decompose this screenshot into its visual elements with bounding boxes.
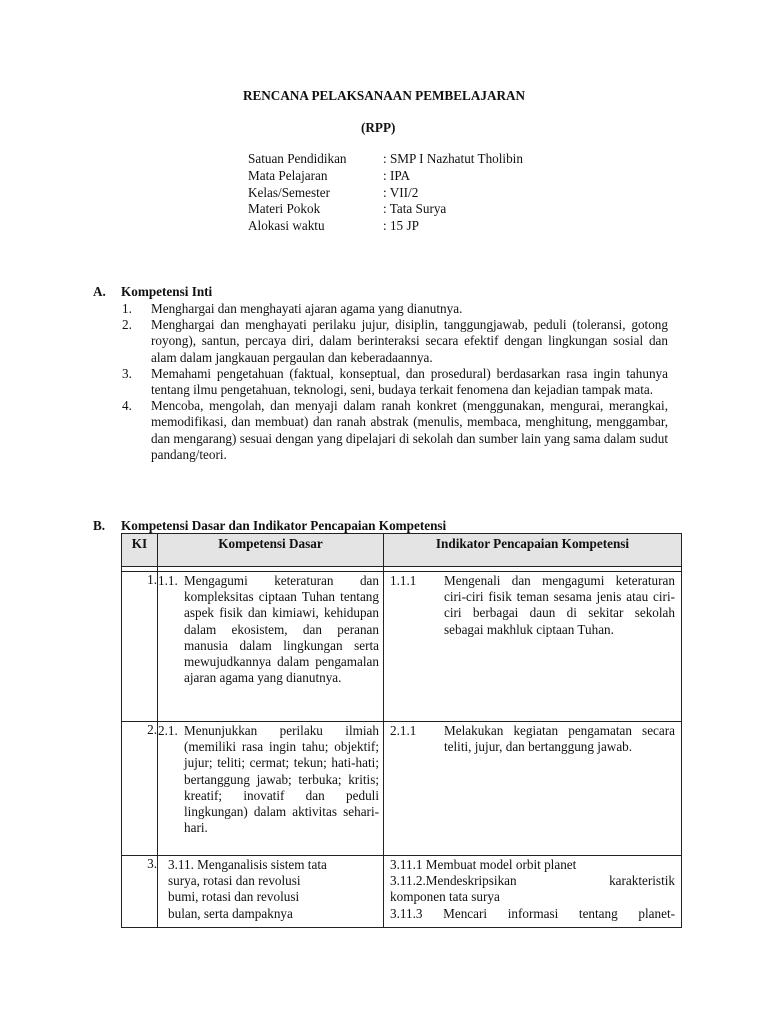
identity-row (248, 168, 523, 185)
section-a-heading (93, 284, 212, 300)
section-letter: B. (93, 518, 106, 533)
kd-text: Menunjukkan perilaku ilmiah (memiliki rasa ingin tahu; objektif; jujur; teliti; cermat; tekun; hati-hati; bertanggung jawab; terbuka; kritis; kreatif; inovatif dan peduli lingkungan) dalam aktivitas sehari-hari. (184, 723, 379, 836)
identity-row (248, 218, 523, 235)
indicator-number: 1.1.1 (390, 573, 417, 588)
indicator-line: 3.11.3 Mencari informasi tentang planet- (390, 905, 675, 921)
kd-cell (158, 856, 384, 928)
list-text: Menghargai dan menghayati ajaran agama yang dianutnya. (151, 301, 463, 316)
indicator-cell (384, 722, 682, 856)
list-number: 1. (122, 301, 132, 316)
ki-number: 1. (122, 572, 158, 722)
column-header-indikator: Indikator Pencapaian Kompetensi (384, 534, 682, 567)
indicator-cell (384, 572, 682, 722)
indicator-number: 2.1.1 (390, 723, 417, 738)
identity-label: Kelas/Semester (248, 184, 331, 200)
identity-label: Mata Pelajaran (248, 167, 328, 183)
list-text: Memahami pengetahuan (faktual, konseptual, dan prosedural) berdasarkan rasa ingin tahunya tentang ilmu pengetahuan, teknologi, seni, budaya terkait fenomena dan kejadian tampak mata. (151, 365, 668, 398)
list-item (122, 366, 668, 398)
list-text: Menghargai dan menghayati perilaku jujur, disiplin, tanggungjawab, peduli (toleransi, gotong royong), santun, percaya diri, dalam berinteraksi secara efektif dengan lingkungan sosial dan alam dalam jangkauan pergaulan dan keberadaannya. (151, 317, 668, 365)
table-row (122, 856, 682, 928)
identity-label: Satuan Pendidikan (248, 151, 347, 166)
kd-cell (158, 722, 384, 856)
indicator-line: komponen tata surya (390, 889, 500, 905)
identity-value: : IPA (383, 167, 410, 183)
section-title: Kompetensi Inti (121, 284, 213, 299)
indicator-text: Mengenali dan mengagumi keteraturan ciri-ciri fisik teman sesama jenis atau ciri-ciri berbagai daun di sekitar sekolah sebagai makhluk ciptaan Tuhan. (444, 573, 675, 637)
list-item (122, 301, 668, 317)
ki-number: 3. (122, 856, 158, 928)
identity-row (248, 201, 523, 218)
list-item (122, 398, 668, 463)
list-item (122, 317, 668, 366)
identity-label: Materi Pokok (248, 201, 321, 217)
kd-text: Mengagumi keteraturan dan kompleksitas ciptaan Tuhan tentang aspek fisik dan kimiawi, kehidupan dalam ekosistem, dan peranan manusia dalam lingkungan serta mewujudkannya dalam pengamalan ajaran agama yang dianutnya. (184, 573, 379, 686)
kd-number: 1.1. (158, 573, 178, 588)
list-number: 3. (122, 365, 132, 381)
indicator-text: Melakukan kegiatan pengamatan secara teliti, jujur, dan bertanggung jawab. (444, 723, 675, 755)
indicator-cell (384, 856, 682, 928)
column-header-kompetensi-dasar: Kompetensi Dasar (158, 534, 384, 567)
ki-number: 2. (122, 722, 158, 856)
kd-line: 3.11. Menganalisis sistem tata (168, 857, 327, 872)
list-number: 4. (122, 398, 132, 414)
table-header-row (122, 534, 682, 567)
identity-value: : SMP I Nazhatut Tholibin (383, 151, 523, 166)
identity-row (248, 151, 523, 168)
table-row (122, 572, 682, 722)
identity-value: : Tata Surya (383, 201, 447, 217)
section-letter: A. (93, 284, 106, 299)
kd-line: surya, rotasi dan revolusi (168, 873, 301, 889)
table-row (122, 722, 682, 856)
document-subtitle: (RPP) (361, 120, 396, 135)
identity-row (248, 185, 523, 202)
kompetensi-inti-list (122, 301, 668, 463)
identity-block (248, 151, 523, 235)
kompetensi-table (121, 533, 682, 928)
identity-value: : 15 JP (383, 218, 419, 234)
section-b-heading (93, 518, 446, 534)
indicator-line: 3.11.1 Membuat model orbit planet (390, 857, 577, 872)
list-number: 2. (122, 317, 132, 333)
kd-line: bulan, serta dampaknya (168, 905, 293, 921)
column-header-ki: KI (122, 534, 158, 567)
kd-number: 2.1. (158, 723, 178, 738)
list-text: Mencoba, mengolah, dan menyaji dalam ranah konkret (menggunakan, mengurai, merangkai, memodifikasi, dan membuat) dan ranah abstrak (menulis, membaca, menghitung, menggambar, dan mengarang) sesuai dengan yang dipelajari di sekolah dan sumber lain yang sama dalam sudut pandang/teori. (151, 398, 668, 462)
kd-cell (158, 572, 384, 722)
document-title: RENCANA PELAKSANAAN PEMBELAJARAN (242, 88, 526, 103)
identity-label: Alokasi waktu (248, 218, 325, 234)
kd-line: bumi, rotasi dan revolusi (168, 889, 300, 905)
indicator-line: 3.11.2.Mendeskripsikan karakteristik (390, 873, 675, 889)
identity-value: : VII/2 (383, 184, 419, 200)
section-title: Kompetensi Dasar dan Indikator Pencapaian Kompetensi (121, 518, 447, 533)
